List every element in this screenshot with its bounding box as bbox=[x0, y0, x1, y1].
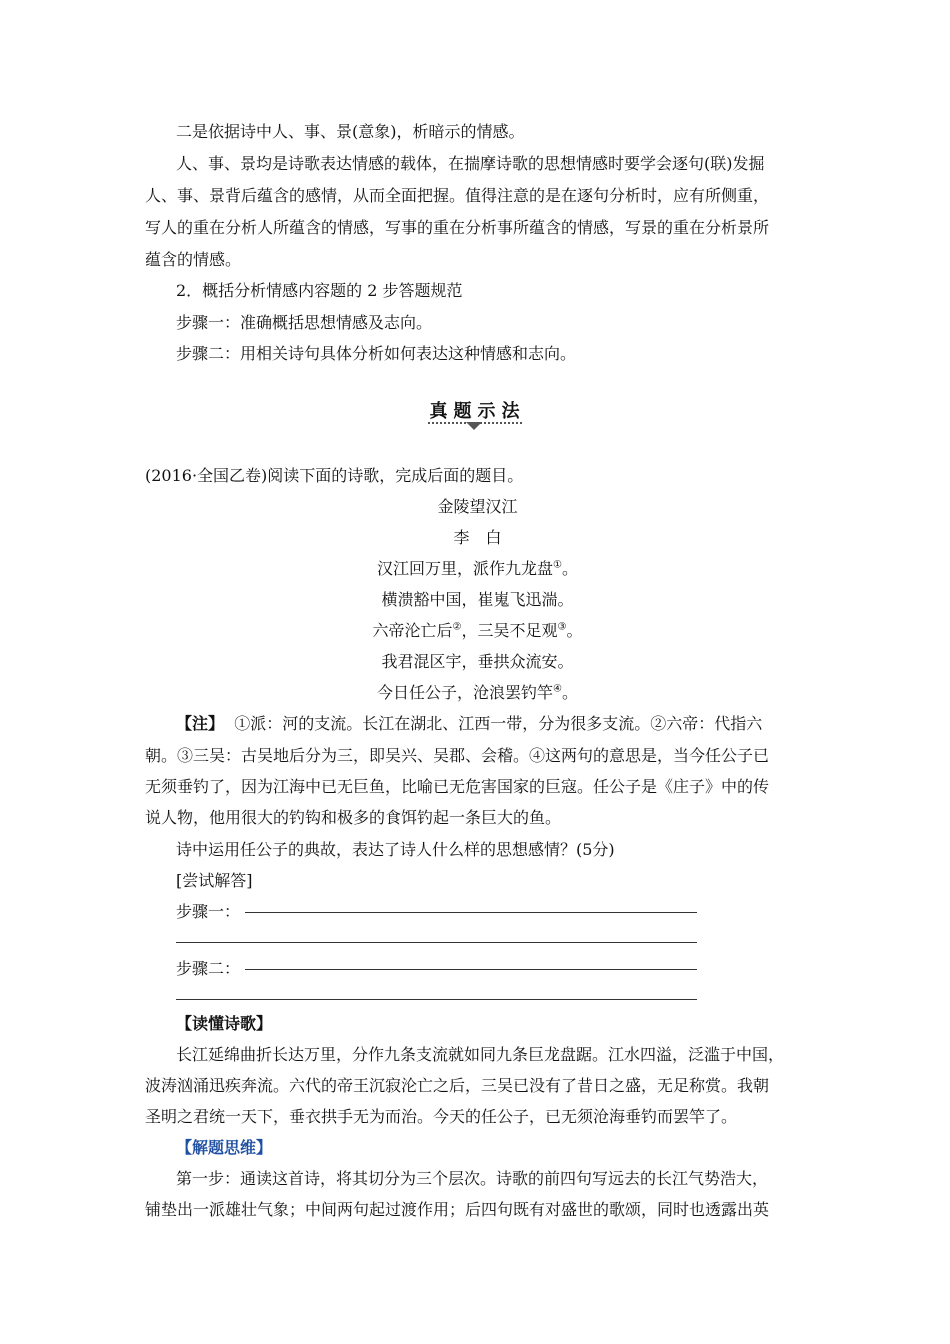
paragraph-line: 长江延绵曲折长达万里，分作九条支流就如同九条巨龙盘踞。江水四溢，泛滥于中国， bbox=[176, 1045, 785, 1064]
poem-line: 汉江回万里，派作九龙盘①。 bbox=[377, 559, 578, 578]
question-intro: (2016·全国乙卷)阅读下面的诗歌，完成后面的题目。 bbox=[145, 466, 524, 485]
footnote-marker: ③ bbox=[557, 621, 567, 633]
paragraph-line: 波涛汹涌迅疾奔流。六代的帝王沉寂沦亡之后，三吴已没有了昔日之盛，无足称赏。我朝 bbox=[145, 1076, 770, 1095]
section-title: 真题示法 bbox=[429, 401, 526, 422]
notes-line: 朝。③三吴：古吴地后分为三，即吴兴、吴郡、会稽。④这两句的意思是，当今任公子已 bbox=[145, 746, 770, 765]
footnote-marker: ② bbox=[452, 621, 462, 633]
step-one-line: 步骤一：准确概括思想情感及志向。 bbox=[176, 313, 433, 332]
notes-line: 【注】 ①派：河的支流。长江在湖北、江西一带，分为很多支流。②六帝：代指六 bbox=[176, 714, 763, 733]
notes-line: 无须垂钓了，因为江海中已无巨鱼，比喻已无危害国家的巨寇。任公子是《庄子》中的传 bbox=[145, 777, 770, 796]
footnote-marker: ④ bbox=[553, 683, 562, 695]
numbered-heading: 2．概括分析情感内容题的 2 步答题规范 bbox=[176, 281, 463, 300]
paragraph-line: 圣明之君统一天下，垂衣拱手无为而治。今天的任公子，已无须沧海垂钓而罢竿了。 bbox=[145, 1107, 738, 1126]
poem-author: 李 白 bbox=[453, 528, 502, 547]
question-text: 诗中运用任公子的典故，表达了诗人什么样的思想感情？(5分) bbox=[176, 840, 615, 859]
answer-line[interactable] bbox=[245, 969, 697, 970]
triangle-down-icon bbox=[466, 422, 482, 430]
poem-line: 我君混区宇，垂拱众流安。 bbox=[381, 652, 574, 671]
paragraph-line: 人、事、景均是诗歌表达情感的载体，在揣摩诗歌的思想情感时要学会逐句(联)发掘 bbox=[176, 154, 765, 173]
poem-line: 今日任公子，沧浪罢钓竿④。 bbox=[377, 683, 578, 702]
paragraph-line: 蕴含的情感。 bbox=[145, 250, 242, 269]
step-two-line: 步骤二：用相关诗句具体分析如何表达这种情感和志向。 bbox=[176, 344, 577, 363]
paragraph-line: 写人的重在分析人所蕴含的情感，写事的重在分析事所蕴含的情感，写景的重在分析景所 bbox=[145, 218, 770, 237]
try-answer-label: [尝试解答] bbox=[176, 871, 253, 890]
poem-title: 金陵望汉江 bbox=[437, 497, 518, 516]
poem-line: 六帝沦亡后②，三吴不足观③。 bbox=[372, 621, 583, 640]
notes-line: 说人物，他用很大的钓钩和极多的食饵钓起一条巨大的鱼。 bbox=[145, 808, 562, 827]
paragraph-line: 铺垫出一派雄壮气象；中间两句起过渡作用；后四句既有对盛世的歌颂，同时也透露出英 bbox=[145, 1200, 770, 1219]
paragraph-line: 第一步：通读这首诗，将其切分为三个层次。诗歌的前四句写远去的长江气势浩大， bbox=[176, 1169, 769, 1188]
answer-line[interactable] bbox=[245, 912, 697, 913]
thinking-header: 【解题思维】 bbox=[176, 1138, 273, 1157]
poem-line: 横溃豁中国，崔嵬飞迅湍。 bbox=[381, 590, 574, 609]
paragraph-line: 二是依据诗中人、事、景(意象)，析暗示的情感。 bbox=[176, 122, 525, 141]
footnote-marker: ① bbox=[553, 559, 562, 571]
read-poem-header: 【读懂诗歌】 bbox=[176, 1014, 273, 1033]
notes-label: 【注】 bbox=[176, 714, 225, 733]
answer-line[interactable] bbox=[176, 999, 697, 1000]
paragraph-line: 人、事、景背后蕴含的感情，从而全面把握。值得注意的是在逐句分析时，应有所侧重， bbox=[145, 186, 770, 205]
step-one-label: 步骤一： bbox=[176, 902, 241, 921]
answer-line[interactable] bbox=[176, 942, 697, 943]
step-two-label: 步骤二： bbox=[176, 959, 241, 978]
